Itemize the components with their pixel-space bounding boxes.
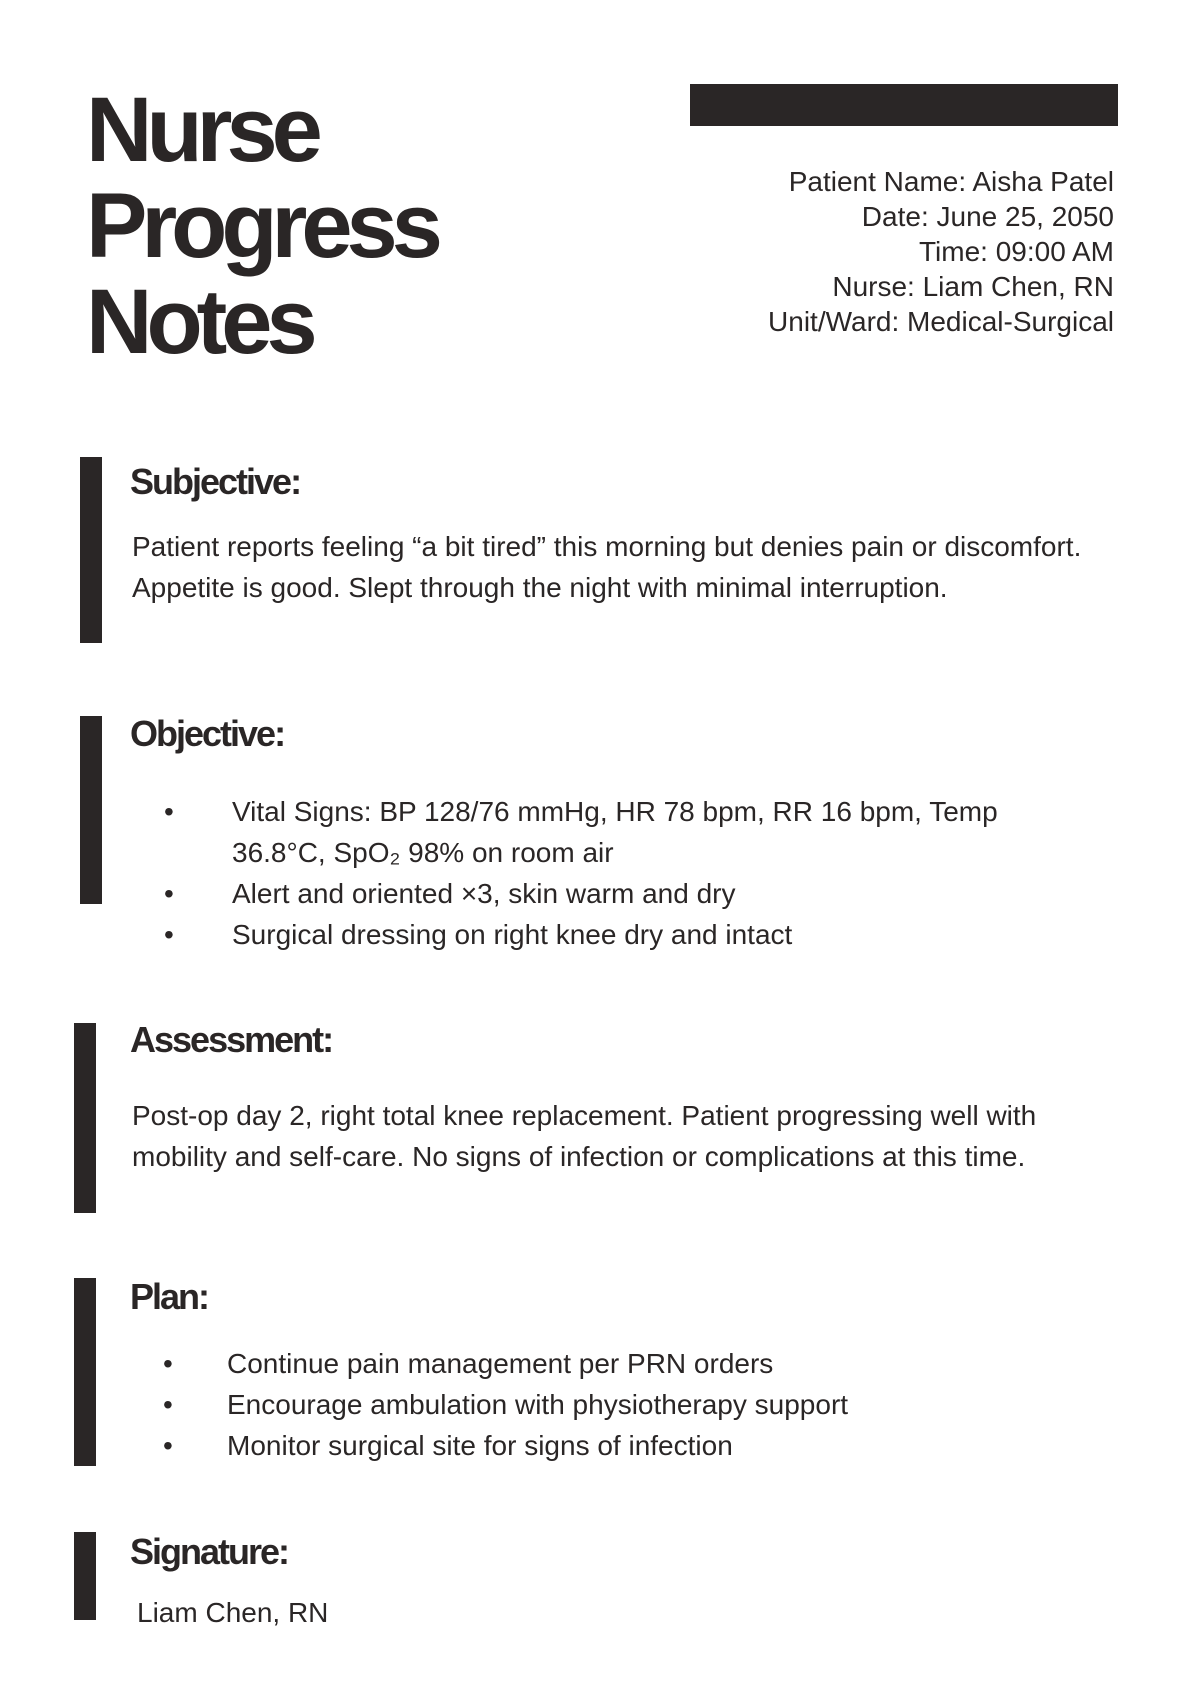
objective-item-vitals: • Vital Signs: BP 128/76 mmHg, HR 78 bpm, RR 16 bpm, Temp 36.8°C, SpO₂ 98% on room air	[136, 791, 1046, 873]
signature-name: Liam Chen, RN	[137, 1597, 329, 1628]
unit-ward: Unit/Ward: Medical-Surgical	[768, 306, 1114, 337]
assessment-heading: Assessment:	[130, 1019, 333, 1060]
patient-info-block	[768, 164, 1114, 339]
objective-list	[136, 791, 1046, 955]
objective-heading: Objective:	[130, 713, 285, 754]
nurse-name: Nurse: Liam Chen, RN	[832, 271, 1114, 302]
objective-item-dressing: • Surgical dressing on right knee dry and intact	[136, 914, 1046, 955]
header-decorative-bar	[690, 84, 1118, 126]
plan-item-ambulation: • Encourage ambulation with physiotherapy support	[135, 1384, 1095, 1425]
page-title	[86, 79, 437, 373]
title-line-3: Notes	[86, 271, 312, 373]
title-line-1: Nurse	[86, 79, 317, 181]
note-time: Time: 09:00 AM	[918, 236, 1114, 267]
plan-item-monitor: • Monitor surgical site for signs of infection	[135, 1425, 1095, 1466]
subjective-section-bar	[80, 457, 102, 643]
subjective-heading: Subjective:	[130, 461, 301, 502]
assessment-body: Post-op day 2, right total knee replacement. Patient progressing well with mobility and self-care. No signs of infection or complications at this time.	[132, 1100, 1037, 1172]
objective-section-bar	[80, 716, 102, 904]
signature-heading: Signature:	[130, 1531, 289, 1572]
patient-name: Patient Name: Aisha Patel	[788, 166, 1114, 197]
objective-item-orientation: • Alert and oriented ×3, skin warm and dry	[136, 873, 1046, 914]
assessment-section-bar	[74, 1023, 96, 1213]
plan-item-pain: • Continue pain management per PRN orders	[135, 1343, 1095, 1384]
plan-heading: Plan:	[130, 1276, 209, 1317]
subjective-body: Patient reports feeling “a bit tired” this morning but denies pain or discomfort. Appetite is good. Slept through the night with minimal interruption.	[132, 531, 1082, 603]
plan-list	[135, 1343, 1095, 1466]
title-line-2: Progress	[86, 175, 437, 277]
note-date: Date: June 25, 2050	[861, 201, 1114, 232]
plan-section-bar	[74, 1278, 96, 1466]
signature-section-bar	[74, 1532, 96, 1620]
